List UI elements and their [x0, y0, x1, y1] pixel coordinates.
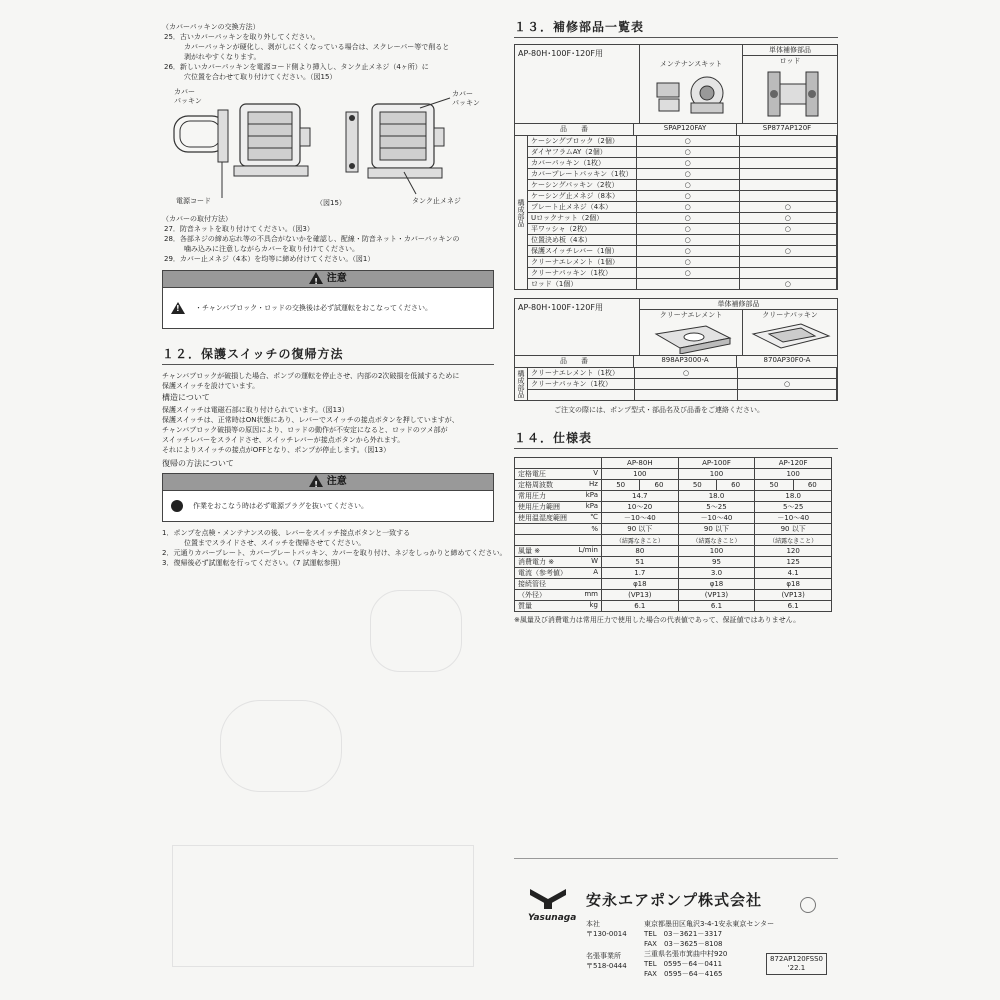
step-25-note1: カバーパッキンが硬化し、剥がしにくくなっている場合は、スクレーパー等で削ると — [184, 43, 450, 51]
spec-label-cell — [515, 546, 602, 557]
company-name: 安永エアポンプ株式会社 — [586, 891, 763, 909]
kit-mark-cell: ○ — [636, 224, 739, 235]
spec-label-cell — [515, 535, 602, 546]
right-column — [514, 18, 838, 625]
rod-mark-cell: ○ — [739, 202, 836, 213]
model-ap-100f: AP-100F — [678, 458, 755, 469]
spec-label: 使用圧力範囲 — [518, 503, 560, 511]
spec-value-cell: 5～25 — [678, 502, 755, 513]
rod-mark-cell — [739, 191, 836, 202]
spec-label: （外径） — [518, 591, 546, 599]
kit-mark-cell: ○ — [636, 169, 739, 180]
model-ap-120f: AP-120F — [755, 458, 832, 469]
spec-value-cell: 18.0 — [678, 491, 755, 502]
spec-value-cell: 5～25 — [755, 502, 832, 513]
label-cover-packing-right: カバー パッキン — [452, 90, 480, 107]
bleed-through-shape — [370, 590, 462, 672]
parts-list-2 — [527, 367, 837, 401]
spec-value-cell: （結露なきこと） — [602, 535, 679, 546]
doc-date: '22.1 — [787, 964, 806, 972]
reset-heading: 復帰の方法について — [162, 459, 234, 468]
part-name-cell: 平ワッシャ（2枚） — [528, 224, 637, 235]
label-cover-packing-left: カバー パッキン — [174, 88, 202, 105]
rod-column-header — [743, 45, 837, 123]
part-name-cell: プレート止メネジ（4本） — [528, 202, 637, 213]
step-28: 28．各部ネジの締め忘れ等の不具合がないかを確認し、配線・防音ネット・カバーパッキンの — [164, 235, 460, 243]
parts-row — [528, 213, 837, 224]
bleed-through-box — [172, 845, 474, 967]
rod-mark-cell: ○ — [739, 213, 836, 224]
spec-value-cell: φ18 — [678, 579, 755, 590]
spec-row — [515, 469, 832, 480]
sec12-p1: チャンバブロックが破損した場合、ポンプの運転を停止させ、内部の2次破損を低減するために — [162, 372, 460, 380]
spec-row — [515, 491, 832, 502]
model-ap-80h: AP-80H — [602, 458, 679, 469]
parts-row — [528, 191, 837, 202]
spec-label: 定格周波数 — [518, 481, 553, 489]
parts-row — [528, 257, 837, 268]
single-parts-header: 単体補修部品 — [743, 45, 837, 56]
warning-triangle-icon — [309, 475, 323, 487]
spec-label: 使用温湿度範囲 — [518, 514, 567, 522]
spec-label: 風量 ※ — [518, 547, 541, 555]
kit-parts-illustration — [651, 69, 731, 117]
step-28-note: 噛み込みに注意しながらカバーを取り付けてください。 — [184, 245, 359, 253]
empty-cell — [738, 390, 837, 401]
cleaner-element-mark-cell — [635, 379, 738, 390]
kit-mark-cell: ○ — [636, 257, 739, 268]
spec-value-cell: 60 — [793, 480, 831, 491]
model-label-2: AP-80H･100F･120F用 — [515, 299, 640, 355]
figure-caption: （図15） — [316, 199, 346, 207]
company-footer — [514, 858, 838, 979]
parts-row — [528, 224, 837, 235]
parts2-header — [515, 299, 837, 356]
spec-value-cell: 90 以下 — [755, 524, 832, 535]
part-no-label-2: 品 番 — [515, 356, 634, 367]
rod-part-no: SP877AP120F — [762, 124, 812, 132]
hq-address: 東京都墨田区亀沢3-4-1安永東京センター — [644, 920, 775, 928]
spec-label-cell — [515, 524, 602, 535]
cleaner-packing-mark-cell: ○ — [738, 379, 837, 390]
part-name-cell: 位置決め板（4本） — [528, 235, 637, 246]
parts-body — [515, 136, 837, 289]
spec-row — [515, 568, 832, 579]
cleaner-element-header: クリーナエレメント — [659, 311, 723, 319]
spec-unit: V — [593, 469, 598, 477]
cleaner-element-illustration — [646, 320, 736, 354]
structure-p2: 保護スイッチは、正常時はON状態にあり、レバーでスイッチの接点ボタンを押していますが、 — [162, 416, 459, 424]
warning-box-2 — [162, 473, 494, 522]
hq-label: 本社 — [586, 920, 600, 928]
spec-row — [515, 601, 832, 612]
spec-label: 常用圧力 — [518, 492, 546, 500]
reset-step-1b: 位置までスライドさせ、スイッチを復帰させてください。 — [184, 539, 366, 547]
empty-cell — [528, 390, 635, 401]
spec-value-cell: （結露なきこと） — [678, 535, 755, 546]
spec-value-cell: 100 — [678, 469, 755, 480]
spec-value-cell: 120 — [755, 546, 832, 557]
figure-15 — [162, 88, 494, 208]
cleaner-element-part-no: 898AP3000-A — [634, 356, 737, 367]
cleaner-packing-header: クリーナパッキン — [762, 311, 818, 319]
side-label-2: 構成部品 — [515, 368, 528, 400]
bleed-through-shape — [220, 700, 342, 792]
spec-row — [515, 535, 832, 546]
pump-illustration — [162, 88, 494, 208]
spec-label: 電流（参考値） — [518, 569, 567, 577]
structure-p1: 保護スイッチは電磁石部に取り付けられています。（図13） — [162, 406, 349, 414]
cover-packing-title: （カバーパッキンの交換方法） — [162, 23, 260, 31]
part-name-cell: カバーパッキン（1枚） — [528, 158, 637, 169]
spec-value-cell: 51 — [602, 557, 679, 568]
kit-mark-cell: ○ — [636, 213, 739, 224]
step-26-note: 穴位置を合わせて取り付けてください。（図15） — [184, 73, 337, 81]
company-logo — [528, 887, 576, 923]
spec-value-cell: 6.1 — [602, 601, 679, 612]
spec-label: 質量 — [518, 602, 532, 610]
structure-p5: それによりスイッチの接点がOFFとなり、ポンプが停止します。（図13） — [162, 446, 391, 454]
spec-value-cell: 10～20 — [602, 502, 679, 513]
sec12-p2: 保護スイッチを設けています。 — [162, 382, 260, 390]
parts2-row — [528, 379, 837, 390]
warning-triangle-icon — [309, 272, 323, 284]
parts-row — [528, 202, 837, 213]
structure-p4: スイッチレバーをスライドさせ、スイッチレバーが接点ボタンから外れます。 — [162, 436, 405, 444]
warning-header — [163, 271, 493, 288]
spec-value-cell: φ18 — [602, 579, 679, 590]
warning-text: ・チャンバブロック・ロッドの交換後は必ず試運転をおこなってください。 — [195, 304, 433, 312]
reset-step-3: 3．復帰後必ず試運転を行ってください。（7 試運転参照） — [162, 559, 345, 567]
parts-row — [528, 158, 837, 169]
parts-list — [527, 135, 837, 290]
cleaner-packing-col — [743, 310, 837, 356]
single-parts-group — [640, 299, 837, 355]
spec-label-cell — [515, 568, 602, 579]
step-29: 29．カバー止メネジ（4本）を均等に締め付けてください。（図1） — [164, 255, 375, 263]
spec-value-cell: 1.7 — [602, 568, 679, 579]
part-name-cell: ダイヤフラムAY（2個） — [528, 147, 637, 158]
registration-mark — [800, 897, 816, 913]
parts-row — [528, 136, 837, 147]
spec-row — [515, 546, 832, 557]
spec-label-cell — [515, 579, 602, 590]
spec-value-cell: 4.1 — [755, 568, 832, 579]
spec-value-cell: －10～40 — [602, 513, 679, 524]
kit-mark-cell: ○ — [636, 246, 739, 257]
kit-mark-cell: ○ — [636, 136, 739, 147]
spec-value-cell: 50 — [678, 480, 716, 491]
section-12-title: １２．保護スイッチの復帰方法 — [162, 345, 494, 365]
spec-label-cell — [515, 491, 602, 502]
step-25: 25．古いカバーパッキンを取り外してください。 — [164, 33, 320, 41]
spec-label-cell — [515, 513, 602, 524]
branch-address: 三重県名張市箕曲中村920 — [644, 950, 728, 958]
reset-step-1: 1．ポンプを点検・メンテナンスの後、レバーをスイッチ接点ボタンと一致する — [162, 529, 411, 537]
warning-header — [163, 474, 493, 491]
cleaner-packing-part-no: 870AP30F0-A — [763, 356, 811, 364]
order-note: ご注文の際には、ポンプ型式・部品名及び品番をご連絡ください。 — [554, 406, 764, 414]
spec-unit: ℃ — [590, 513, 598, 521]
kit-mark-cell: ○ — [636, 158, 739, 169]
branch-label: 名張事業所 — [586, 952, 621, 960]
rod-mark-cell — [739, 257, 836, 268]
hq-fax: FAX 03－3625－8108 — [644, 940, 723, 948]
step-26: 26．新しいカバーパッキンを電源コード側より挿入し、タンク止メネジ（4ヶ所）に — [164, 63, 429, 71]
spec-row — [515, 502, 832, 513]
spec-value-cell: 6.1 — [678, 601, 755, 612]
reset-step-2: 2．元通りカバープレート、カバープレートパッキン、カバーを取り付け、ネジをしっかりと締めてください。 — [162, 549, 507, 557]
parts-row — [528, 246, 837, 257]
spec-value-cell: －10～40 — [678, 513, 755, 524]
spec-row — [515, 557, 832, 568]
spec-value-cell: 90 以下 — [678, 524, 755, 535]
parts-table-2 — [514, 298, 838, 401]
part-name-cell: 保護スイッチレバー（1個） — [528, 246, 637, 257]
spec-unit: Hz — [589, 480, 598, 488]
single-parts-header-2: 単体補修部品 — [640, 299, 837, 310]
spec-value-cell: 50 — [755, 480, 793, 491]
cleaner-packing-mark-cell — [738, 368, 837, 379]
parts2-empty-row — [528, 390, 837, 401]
spec-value-cell: 100 — [678, 546, 755, 557]
branch-fax: FAX 0595－64－4165 — [644, 970, 723, 978]
part-name-cell: ロッド（1個） — [528, 279, 637, 290]
parts-header — [515, 45, 837, 124]
parts2-body — [515, 368, 837, 400]
spec-value-cell: 100 — [755, 469, 832, 480]
spec-value-cell: 18.0 — [755, 491, 832, 502]
rod-mark-cell — [739, 158, 836, 169]
label-power-cord: 電源コード — [176, 197, 211, 205]
rod-mark-cell — [739, 147, 836, 158]
spec-value-cell: (VP13) — [755, 590, 832, 601]
spec-label-cell — [515, 469, 602, 480]
hq-tel: TEL 03－3621－3317 — [644, 930, 723, 938]
cleaner-element-col — [640, 310, 743, 356]
spec-value-cell: 125 — [755, 557, 832, 568]
cleaner-element-mark-cell: ○ — [635, 368, 738, 379]
spec-unit: kPa — [585, 491, 598, 499]
spec-row — [515, 524, 832, 535]
spec-row — [515, 480, 832, 491]
parts-row — [528, 169, 837, 180]
left-column — [162, 22, 507, 568]
rod-mark-cell: ○ — [739, 279, 836, 290]
spec-value-cell: 6.1 — [755, 601, 832, 612]
warning-title: 注意 — [326, 273, 347, 284]
section-14-title: １４．仕様表 — [514, 429, 838, 449]
parts-row — [528, 279, 837, 290]
spec-header-row — [515, 458, 832, 469]
part-name-cell: ケーシングブロック（2個） — [528, 136, 637, 147]
model-label: AP-80H･100F･120F用 — [515, 45, 640, 123]
kit-mark-cell: ○ — [636, 180, 739, 191]
parts-row — [528, 147, 837, 158]
spec-unit: L/min — [578, 546, 598, 554]
parts2-row — [528, 368, 837, 379]
rod-mark-cell — [739, 268, 836, 279]
cover-attach-title: （カバーの取付方法） — [162, 215, 232, 223]
part-no-label: 品 番 — [515, 124, 634, 135]
part-name-cell: Uロックナット（2個） — [528, 213, 637, 224]
rod-header: ロッド — [779, 57, 801, 65]
spec-header-blank — [515, 458, 602, 469]
spec-label: 定格電圧 — [518, 470, 546, 478]
kit-mark-cell: ○ — [636, 202, 739, 213]
structure-heading: 構造について — [162, 393, 210, 402]
unplug-icon — [171, 500, 183, 512]
spec-value-cell: (VP13) — [678, 590, 755, 601]
spec-value-cell: 3.0 — [678, 568, 755, 579]
rod-mark-cell — [739, 169, 836, 180]
spec-value-cell: 100 — [602, 469, 679, 480]
spec-unit: kg — [589, 601, 598, 609]
parts-row — [528, 235, 837, 246]
step-27: 27．防音ネットを取り付けてください。（図3） — [164, 225, 314, 233]
parts-row — [528, 180, 837, 191]
spec-label-cell — [515, 601, 602, 612]
spec-label: 消費電力 ※ — [518, 558, 555, 566]
branch-zip: 〒518-0444 — [586, 962, 627, 970]
kit-part-no: SPAP120FAY — [634, 124, 737, 135]
rod-mark-cell — [739, 180, 836, 191]
spec-unit: A — [593, 568, 598, 576]
rod-mark-cell — [739, 136, 836, 147]
part-name-cell: クリーナパッキン（1枚） — [528, 268, 637, 279]
part-name-cell: ケーシングパッキン（2枚） — [528, 180, 637, 191]
kit-mark-cell — [636, 279, 739, 290]
warning-box-1 — [162, 270, 494, 329]
spec-value-cell: （結露なきこと） — [755, 535, 832, 546]
part-name-cell: クリーナエレメント（1個） — [528, 257, 637, 268]
spec-row — [515, 590, 832, 601]
part-name-cell: クリーナパッキン（1枚） — [528, 379, 635, 390]
warning-triangle-icon — [171, 302, 185, 314]
kit-column-header — [640, 45, 743, 123]
spec-table — [514, 457, 832, 612]
spec-row — [515, 513, 832, 524]
spec-unit: W — [591, 557, 598, 565]
kit-mark-cell: ○ — [636, 235, 739, 246]
spec-row — [515, 579, 832, 590]
spec-value-cell: 14.7 — [602, 491, 679, 502]
branch-tel: TEL 0595－64－0411 — [644, 960, 723, 968]
label-tank-screw: タンク止メネジ — [412, 197, 461, 205]
hq-zip: 〒130-0014 — [586, 930, 627, 938]
spec-value-cell: 60 — [640, 480, 678, 491]
logo-word: Yasunaga — [528, 913, 577, 923]
spec-value-cell: 60 — [716, 480, 754, 491]
spec-label: 接続管径 — [518, 580, 546, 588]
spec-value-cell: 90 以下 — [602, 524, 679, 535]
spec-value-cell: (VP13) — [602, 590, 679, 601]
empty-cell — [635, 390, 738, 401]
spec-label-cell — [515, 557, 602, 568]
spec-label-cell — [515, 502, 602, 513]
parts-table-1 — [514, 44, 838, 290]
side-label: 構成部品 — [515, 136, 528, 289]
parts-row — [528, 268, 837, 279]
kit-mark-cell: ○ — [636, 191, 739, 202]
cleaner-packing-illustration — [745, 320, 835, 354]
rod-mark-cell: ○ — [739, 224, 836, 235]
structure-p3: チャンバブロック破損等の原因により、ロッドの動作が不安定になると、ロッドのツメ部が — [162, 426, 448, 434]
spec-footnote: ※風量及び消費電力は常用圧力で使用した場合の代表値であって、保証値ではありません。 — [514, 616, 801, 624]
warning-text: 作業をおこなう時は必ず電源プラグを抜いてください。 — [193, 502, 368, 510]
doc-code-box — [766, 953, 827, 975]
spec-label-cell — [515, 480, 602, 491]
doc-code: 872AP120FSS0 — [770, 955, 823, 963]
kit-mark-cell: ○ — [636, 268, 739, 279]
warning-title: 注意 — [326, 476, 347, 487]
rod-mark-cell — [739, 235, 836, 246]
spec-unit: kPa — [585, 502, 598, 510]
yasunaga-logo-icon — [528, 887, 568, 909]
spec-value-cell: －10～40 — [755, 513, 832, 524]
section-13-title: １３．補修部品一覧表 — [514, 18, 838, 38]
rod-mark-cell: ○ — [739, 246, 836, 257]
rod-illustration — [750, 66, 830, 122]
spec-value-cell: 50 — [602, 480, 640, 491]
part-name-cell: ケーシング止メネジ（8本） — [528, 191, 637, 202]
spec-label-cell — [515, 590, 602, 601]
spec-unit: % — [591, 525, 598, 533]
part-name-cell: クリーナエレメント（1枚） — [528, 368, 635, 379]
kit-header-label: メンテナンスキット — [659, 60, 723, 68]
spec-unit: mm — [584, 590, 598, 598]
step-25-note2: 剥がれやすくなります。 — [184, 53, 261, 61]
part-name-cell: カバープレートパッキン（1枚） — [528, 169, 637, 180]
kit-mark-cell: ○ — [636, 147, 739, 158]
spec-value-cell: φ18 — [755, 579, 832, 590]
spec-value-cell: 80 — [602, 546, 679, 557]
spec-value-cell: 95 — [678, 557, 755, 568]
